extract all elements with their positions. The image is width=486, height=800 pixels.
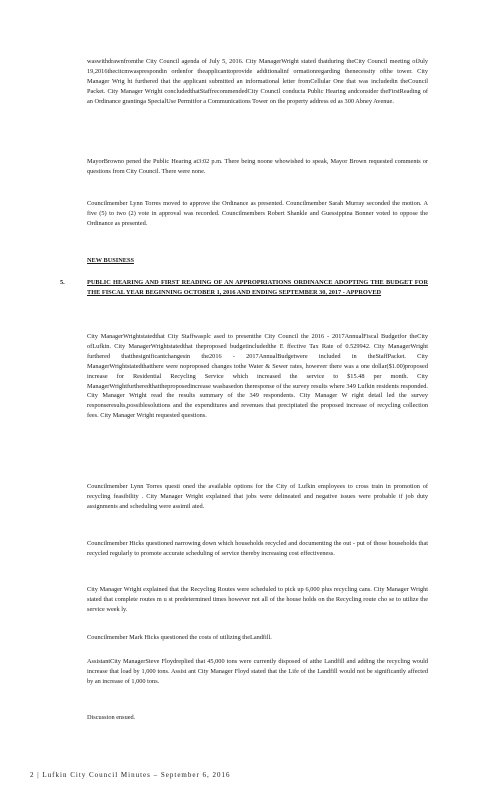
paragraph-recycling-routes: City Manager Wright explained that the Recycling Routes were scheduled to pick up 6,000 plus recycling cans. City Manager Wright stated that complete routes m u st predetermined times however not all of the house holds on the Recycling route cho se to utilize the service week ly. [87,586,428,613]
agenda-item-number: 5. [60,279,65,286]
page-footer: 2 | Lufkin City Council Minutes – September 6, 2016 [30,771,231,779]
agenda-item-title: PUBLIC HEARING AND FIRST READING OF AN APPROPRIATIONS ORDINANCE ADOPTING THE BUDGET FOR THE FISCAL YEAR BEGINNING OCTOBER 1, 2016 AND ENDING SEPTEMBER 30, 2017 - APPROVED [87,279,428,296]
paragraph-communications-tower: waswithdrawnfromthe City Council agenda of July 5, 2016. City ManagerWright stated thatduring theCity Council meeting ofJuly 19,2016thecitcmwasprespondin ordenfor theapplicanttoprovide additionalinf ormationregarding thenecessity ofthe tower. City Manager Wrig ht furthered that the applicant submitted an informational letter fromCellular One that was includedin theCouncil Packet. City Manager Wright concludedthatStaffrecommendedCity Council conducta Public Hearing andconsider theFirstReading of an Ordinance grantinga SpecialUse Permitfor a Communications Tower on the property address ed as 300 Abney Avenue. [87,58,428,105]
paragraph-public-hearing: MayorBrowno pened the Public Hearing at3:02 p.m. There being noone whowished to speak, Mayor Brown requested comments or questions from City Council. There were none. [87,158,428,175]
section-heading-new-business: NEW BUSINESS [87,257,134,264]
paragraph-ordinance-vote: Councilmember Lynn Torres moved to approve the Ordinance as presented. Councilmember Sarah Murray seconded the motion. A five (5) to two (2) vote in approval was recorded. Councilmembers Robert Shankle and Guessippina Bonner voted to oppose the Ordinance as presented. [87,200,428,227]
paragraph-hicks-households: Councilmember Hicks questioned narrowing down which households recycled and documenting the out - put of those households that recycled regularly to promote accurate scheduling of service thereby increasing cost effectiveness. [87,540,428,557]
paragraph-landfill-answer: AssistantCity ManagerSteve Floydreplied that 45,000 tons were currently disposed of atthe Landfill and adding the recycling would increase that load by 1,000 tons. Assist ant City Manager Floyd stated that the Life of the Landfill would not be significantly affected by an increase of 1,000 tons. [87,658,428,685]
paragraph-budget-presentation: City ManagerWrightstatedthat City Staffwasplc ased to presentthe City Council the 2016 - 2017AnnualFiscal Budgetfor theCity ofLufkin. City ManagerWrightstatedthat theproposed budgetincludedthe E ffective Tax Rate of 0.529942. City ManagerWright furthered thatthesignificantchangesin the2016 - 2017AnnualBudgetwere included in theStaffPacket. City ManagerWrightstatedthatthere were noproposed changes tothe Water & Sewer rates, however there was a one dollar($1.00)proposed increase for Residential Recycling Service which increased the service to $15.48 per month. City ManagerWrightfurtheredthattheproposedincrease wasbasedon theresponse of the survey results where 349 Lufkin residents responded. City Manager Wright read the results summary of the 349 respondents. City Manager W right detail led the survey responseresults,possiblesolutions and the expenditures and revenues that precipitated the proposed increase of recycling collection fees. City Manager Wright requested questions. [87,333,428,420]
paragraph-discussion: Discussion ensued. [87,714,136,721]
paragraph-landfill-question: Councilmember Mark Hicks questioned the costs of utilizing theLandfill. [87,634,272,641]
paragraph-torres-question: Councilmember Lynn Torres questi oned the available options for the City of Lufkin employees to cross train in promotion of recycling feasibility . City Manager Wright explained that jobs were delineated and negative issues were probable if job duty assignments and scheduling were assimil ated. [87,483,428,510]
